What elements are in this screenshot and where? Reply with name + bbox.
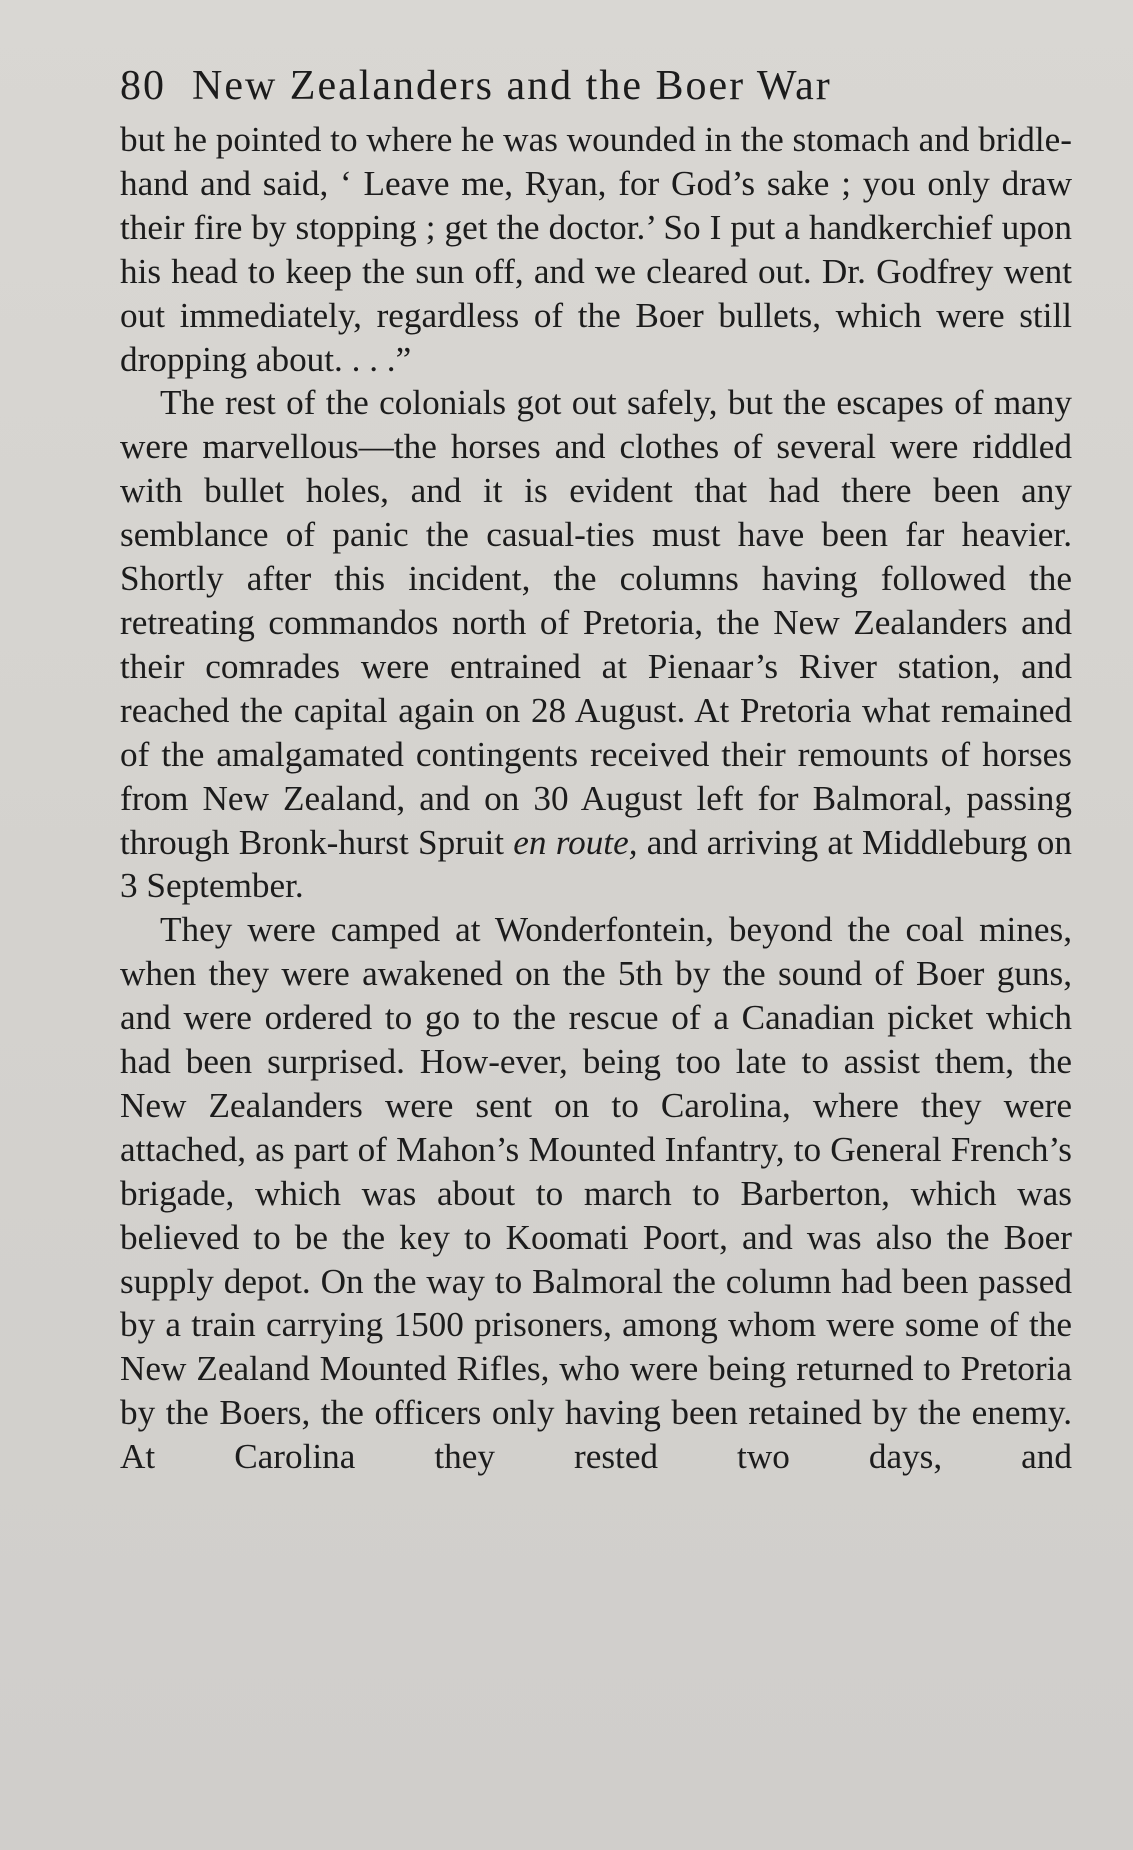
running-title: New Zealanders and the Boer War xyxy=(192,63,832,109)
page-text-block xyxy=(120,60,1072,1479)
page-number: 80 xyxy=(120,63,166,109)
paragraph-text-before-italic: The rest of the colonials got out safely, but the escapes of many were marvellous—the horses and clothes of several were riddled with bullet holes, and it is evident that had there been any semblance of panic the casual-ties must have been far heavier. Shortly after this incident, the columns having followed the retreating commandos north of Pretoria, the New Zealanders and their comrades were entrained at Pienaar’s River station, and reached the capital again on 28 August. At Pretoria what remained of the amalgamated contingents received their remounts of horses from New Zealand, and on 30 August left for Balmoral, passing through Bronk-hurst Spruit xyxy=(120,383,1072,862)
running-header xyxy=(120,60,1072,112)
paragraph-continued-quote: but he pointed to where he was wounded in the stomach and bridle-hand and said, ‘ Leave me, Ryan, for God’s sake ; you only draw their fire by stopping ; get the doctor.’ So I put a handkerchief upon his head to keep the sun off, and we cleared out. Dr. Godfrey went out immediately, regardless of the Boer bullets, which were still dropping about. . . .” xyxy=(120,120,1072,379)
paragraph-wonderfontein: They were camped at Wonderfontein, beyond the coal mines, when they were awakened on the 5th by the sound of Boer guns, and were ordered to go to the rescue of a Canadian picket which had been surprised. How-ever, being too late to assist them, the New Zealanders were sent on to Carolina, where they were attached, as part of Mahon’s Mounted Infantry, to General French’s brigade, which was about to march to Barberton, which was believed to be the key to Koomati Poort, and was also the Boer supply depot. On the way to Balmoral the column had been passed by a train carrying 1500 prisoners, among whom were some of the New Zealand Mounted Rifles, who were being returned to Pretoria by the Boers, the officers only having been retained by the enemy. At Carolina they rested two days, and xyxy=(120,910,1072,1477)
paragraph-colonials-escape xyxy=(120,381,1072,908)
italic-phrase: en route, xyxy=(513,822,638,862)
paragraph-text-after-italic: and arriving at Middleburg on 3 September. xyxy=(120,822,1072,906)
